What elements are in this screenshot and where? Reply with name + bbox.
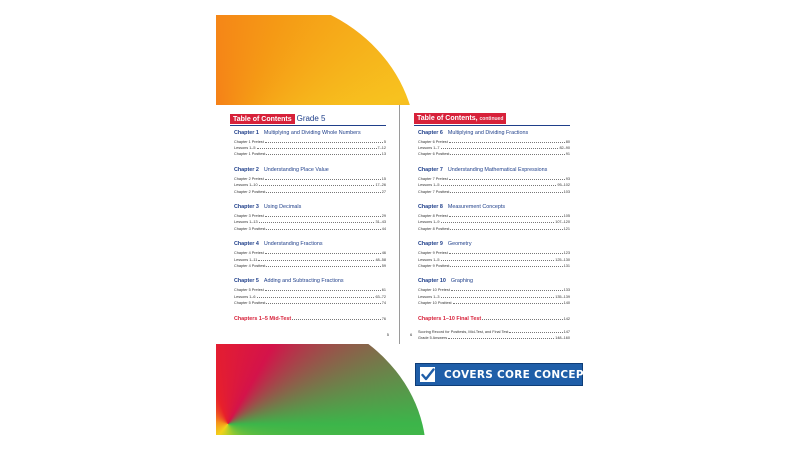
chapter-block xyxy=(418,204,570,232)
toc-entry-label: Chapter 7 Pretest xyxy=(418,177,448,182)
toc-entry-label: Chapter 4 Pretest xyxy=(234,251,264,256)
banner-text: COVERS CORE CONCEPTS xyxy=(444,368,600,381)
toc-header-continued: continued xyxy=(479,116,504,122)
checkmark-icon xyxy=(419,366,436,383)
toc-entry xyxy=(418,189,570,195)
toc-entry-page: 74 xyxy=(381,300,386,305)
bottom-decorative-graphic xyxy=(216,344,583,435)
toc-entry-page: 61 xyxy=(381,288,386,293)
toc-entry-label: Chapter 2 Pretest xyxy=(234,177,264,182)
toc-header xyxy=(230,113,326,124)
toc-header-title: Table of Contents, continued xyxy=(414,113,506,124)
toc-entry-page: 17–26 xyxy=(375,183,386,188)
toc-entry-page: 121 xyxy=(563,226,570,231)
chapter-number: Chapter 7 xyxy=(418,167,443,174)
toc-entry-page: 27 xyxy=(381,189,386,194)
toc-entry-page: 29 xyxy=(381,214,386,219)
toc-entry-label: Chapter 4 Posttest xyxy=(234,263,266,268)
chapter-heading xyxy=(418,278,570,285)
toc-entry-label: Chapter 1 Posttest xyxy=(234,152,266,157)
chapter-number: Chapter 1 xyxy=(234,130,259,136)
chapter-block xyxy=(234,241,386,269)
chapter-heading xyxy=(234,204,386,211)
chapter-number: Chapter 4 xyxy=(234,241,259,248)
toc-entry-page: 107–120 xyxy=(555,220,570,225)
toc-entry-page: 123 xyxy=(563,251,570,256)
chapter-title: Using Decimals xyxy=(263,204,302,211)
toc-entry xyxy=(234,226,386,232)
toc-entry-label: Lessons 1–5 xyxy=(418,183,440,188)
chapter-block xyxy=(234,278,386,306)
covers-core-concepts-banner xyxy=(415,363,600,386)
chapter-title: Multiplying and Dividing Fractions xyxy=(447,130,529,136)
toc-entry-label: Lessons 1–3 xyxy=(418,294,440,299)
toc-entry-page: 59 xyxy=(381,263,386,268)
toc-entry-page: 135–139 xyxy=(555,294,570,299)
toc-entry xyxy=(418,263,570,269)
toc-entry-page: 44 xyxy=(381,226,386,231)
toc-entry-label: Chapter 5 Posttest xyxy=(234,300,266,305)
toc-entry-page: 5 xyxy=(383,140,386,144)
toc-header-title: Table of Contents xyxy=(230,114,295,124)
toc-entry-label: Lessons 1–6 xyxy=(234,294,256,299)
toc-entry-page: 63–72 xyxy=(375,294,386,299)
toc-entry xyxy=(234,263,386,269)
toc-entry-label: Chapter 6 Pretest xyxy=(418,140,448,144)
header-rule xyxy=(230,125,386,126)
chapter-title: Measurement Concepts xyxy=(447,204,506,211)
toc-entry-label: Chapter 3 Pretest xyxy=(234,214,264,219)
chapter-heading xyxy=(418,241,570,248)
chapter-number: Chapter 8 xyxy=(418,204,443,211)
toc-entry xyxy=(418,226,570,232)
toc-entry-page: 95–102 xyxy=(557,183,570,188)
toc-entry xyxy=(418,151,570,157)
toc-entry-page: 140 xyxy=(563,300,570,305)
toc-entry-label: Chapter 8 Pretest xyxy=(418,214,448,219)
mid-test-label: Chapters 1–5 Mid-Test xyxy=(234,315,292,322)
toc-entry-scoring-record: Scoring Record for Posttests, Mid-Test, and Final Test 147 xyxy=(418,329,570,334)
toc-entry xyxy=(418,300,570,306)
toc-entry-label: Lessons 1–5 xyxy=(418,257,440,262)
chapter-title: Understanding Mathematical Expressions xyxy=(447,167,548,174)
chapter-number: Chapter 3 xyxy=(234,204,259,211)
toc-entry-page: 7–12 xyxy=(377,146,386,151)
toc-entry-label: Lessons 1–9 xyxy=(418,220,440,225)
toc-entry-label: Chapter 9 Posttest xyxy=(418,263,450,268)
chapter-number: Chapter 5 xyxy=(234,278,259,285)
chapter-heading xyxy=(234,241,386,248)
final-test-page: 142 xyxy=(563,316,570,321)
chapter-block xyxy=(234,167,386,195)
toc-entry-label: Chapter 8 Posttest xyxy=(418,226,450,231)
page-number: 6 xyxy=(410,332,413,337)
toc-right-page xyxy=(400,105,583,344)
toc-entry xyxy=(234,300,386,306)
final-test-label: Chapters 1–10 Final Test xyxy=(418,315,482,322)
toc-header-grade: Grade 5 xyxy=(296,114,326,123)
toc-entry-label: Chapter 9 Pretest xyxy=(418,251,448,256)
header-rule xyxy=(414,125,570,126)
chapter-title: Understanding Fractions xyxy=(263,241,323,248)
toc-entry-label: Chapter 1 Pretest xyxy=(234,140,264,144)
toc-entry-page: 125–130 xyxy=(555,257,570,262)
chapter-title: Understanding Place Value xyxy=(263,167,329,174)
toc-entry-page: 103 xyxy=(563,189,570,194)
page-number: 5 xyxy=(386,332,389,337)
toc-entry-label: Chapter 7 Posttest xyxy=(418,189,450,194)
toc-list-left xyxy=(234,130,386,329)
toc-entry-label: Chapter 10 Pretest xyxy=(418,288,450,293)
mid-test-entry xyxy=(234,316,386,322)
toc-entry-label: Lessons 1–13 xyxy=(234,220,258,225)
chapter-heading xyxy=(234,130,386,137)
toc-entry-page: 91 xyxy=(565,152,570,157)
mid-test-page: 76 xyxy=(381,316,386,321)
toc-entry-page: 80 xyxy=(565,140,570,144)
chapter-heading xyxy=(418,167,570,174)
toc-entry xyxy=(234,189,386,195)
toc-entry-label: Lessons 1–11 xyxy=(234,257,258,262)
toc-list-right xyxy=(418,130,570,341)
chapter-number: Chapter 9 xyxy=(418,241,443,248)
toc-entry-page: 46 xyxy=(381,251,386,256)
chapter-title: Multiplying and Dividing Whole Numbers xyxy=(263,130,361,136)
toc-entry xyxy=(234,151,386,157)
top-decorative-graphic xyxy=(216,15,583,105)
toc-entry-label: Chapter 3 Posttest xyxy=(234,226,266,231)
chapter-block xyxy=(418,130,570,158)
toc-entry-page: 105 xyxy=(563,214,570,219)
toc-entry-label: Chapter 6 Posttest xyxy=(418,152,450,157)
toc-entry-label: Lessons 1–7 xyxy=(418,146,440,151)
toc-entry-label: Chapter 10 Posttest xyxy=(418,300,452,305)
toc-entry-page: 31–43 xyxy=(375,220,386,225)
toc-entry-page: 15 xyxy=(381,177,386,182)
chapter-number: Chapter 10 xyxy=(418,278,446,285)
chapter-block xyxy=(234,204,386,232)
chapter-heading xyxy=(418,130,570,137)
toc-entry-page: 133 xyxy=(563,288,570,293)
chapter-title: Adding and Subtracting Fractions xyxy=(263,278,344,285)
toc-entry-page: 93 xyxy=(565,177,570,182)
toc-entry-grade-answers: Grade 5 Answers 148–160 xyxy=(418,335,570,340)
chapter-block xyxy=(418,167,570,195)
toc-header xyxy=(414,113,506,124)
toc-entry-label: Chapter 2 Posttest xyxy=(234,189,266,194)
chapter-heading xyxy=(234,167,386,174)
toc-entry-label: Lessons 1–5 xyxy=(234,146,256,151)
chapter-number: Chapter 6 xyxy=(418,130,443,136)
toc-entry-page: 13 xyxy=(381,152,386,157)
chapter-block xyxy=(418,278,570,306)
toc-entry-label: Lessons 1–10 xyxy=(234,183,258,188)
chapter-heading xyxy=(234,278,386,285)
chapter-block xyxy=(418,241,570,269)
toc-entry-page: 82–90 xyxy=(559,146,570,151)
chapter-block xyxy=(234,130,386,158)
toc-entry-page: 131 xyxy=(563,263,570,268)
chapter-title: Graphing xyxy=(450,278,474,285)
chapter-heading xyxy=(418,204,570,211)
toc-entry-page: 48–58 xyxy=(375,257,386,262)
toc-left-page xyxy=(216,105,400,344)
chapter-title: Geometry xyxy=(447,241,472,248)
chapter-number: Chapter 2 xyxy=(234,167,259,174)
toc-entry-label: Chapter 5 Pretest xyxy=(234,288,264,293)
final-test-entry xyxy=(418,316,570,322)
